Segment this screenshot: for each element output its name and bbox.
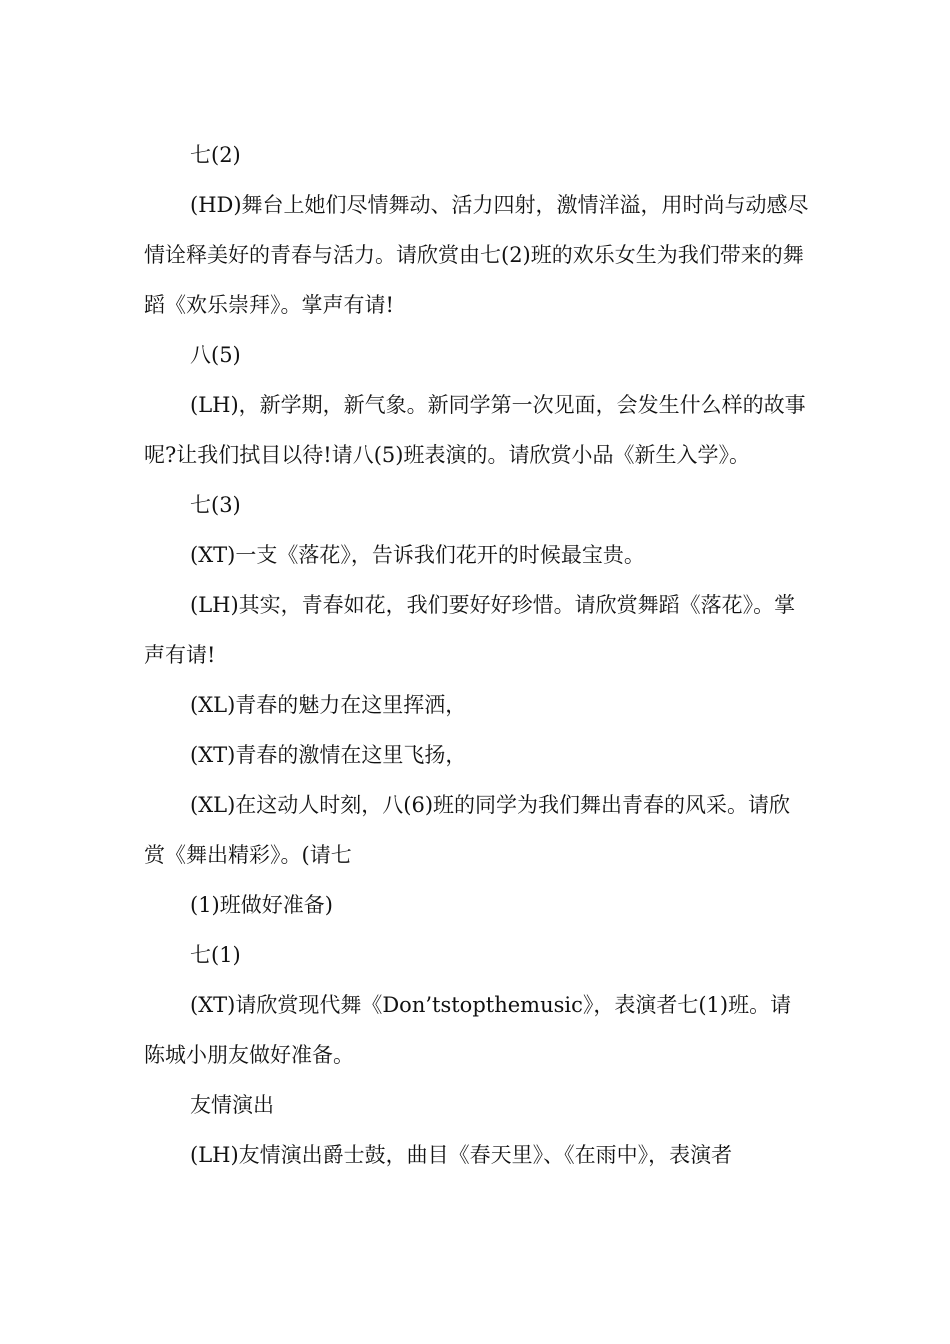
section-heading-class-7-2: 七(2) [190, 143, 241, 167]
script-paragraph: (LH)其实，青春如花，我们要好好珍惜。请欣赏舞蹈《落花》。掌声有请! [144, 593, 796, 667]
section-heading-class-7-1: 七(1) [190, 943, 241, 967]
section-heading-class-7-3: 七(3) [190, 493, 241, 517]
script-paragraph: (XT)一支《落花》，告诉我们花开的时候最宝贵。 [190, 543, 645, 567]
script-paragraph: (HD)舞台上她们尽情舞动、活力四射，激情洋溢，用时尚与动感尽情诠释美好的青春与活力。请欣赏由七(2)班的欢乐女生为我们带来的舞蹈《欢乐崇拜》。掌声有请! [144, 193, 809, 317]
section-heading-class-8-5: 八(5) [190, 343, 241, 367]
script-paragraph: (XT)青春的激情在这里飞扬， [190, 743, 467, 767]
script-paragraph: (XL)青春的魅力在这里挥洒， [190, 693, 467, 717]
document-body [144, 130, 809, 1180]
script-paragraph: (LH)，新学期，新气象。新同学第一次见面，会发生什么样的故事呢?让我们拭目以待!请八(5)班表演的。请欣赏小品《新生入学》。 [144, 393, 806, 467]
script-paragraph: (1)班做好准备) [190, 893, 333, 917]
script-paragraph: (XT)请欣赏现代舞《Don’tstopthemusic》，表演者七(1)班。请陈城小朋友做好准备。 [144, 993, 792, 1067]
script-paragraph: (XL)在这动人时刻，八(6)班的同学为我们舞出青春的风采。请欣赏《舞出精彩》。(请七 [144, 793, 791, 867]
section-heading-guest-performance: 友情演出 [190, 1093, 274, 1117]
script-paragraph: (LH)友情演出爵士鼓，曲目《春天里》、《在雨中》，表演者 [190, 1143, 733, 1167]
